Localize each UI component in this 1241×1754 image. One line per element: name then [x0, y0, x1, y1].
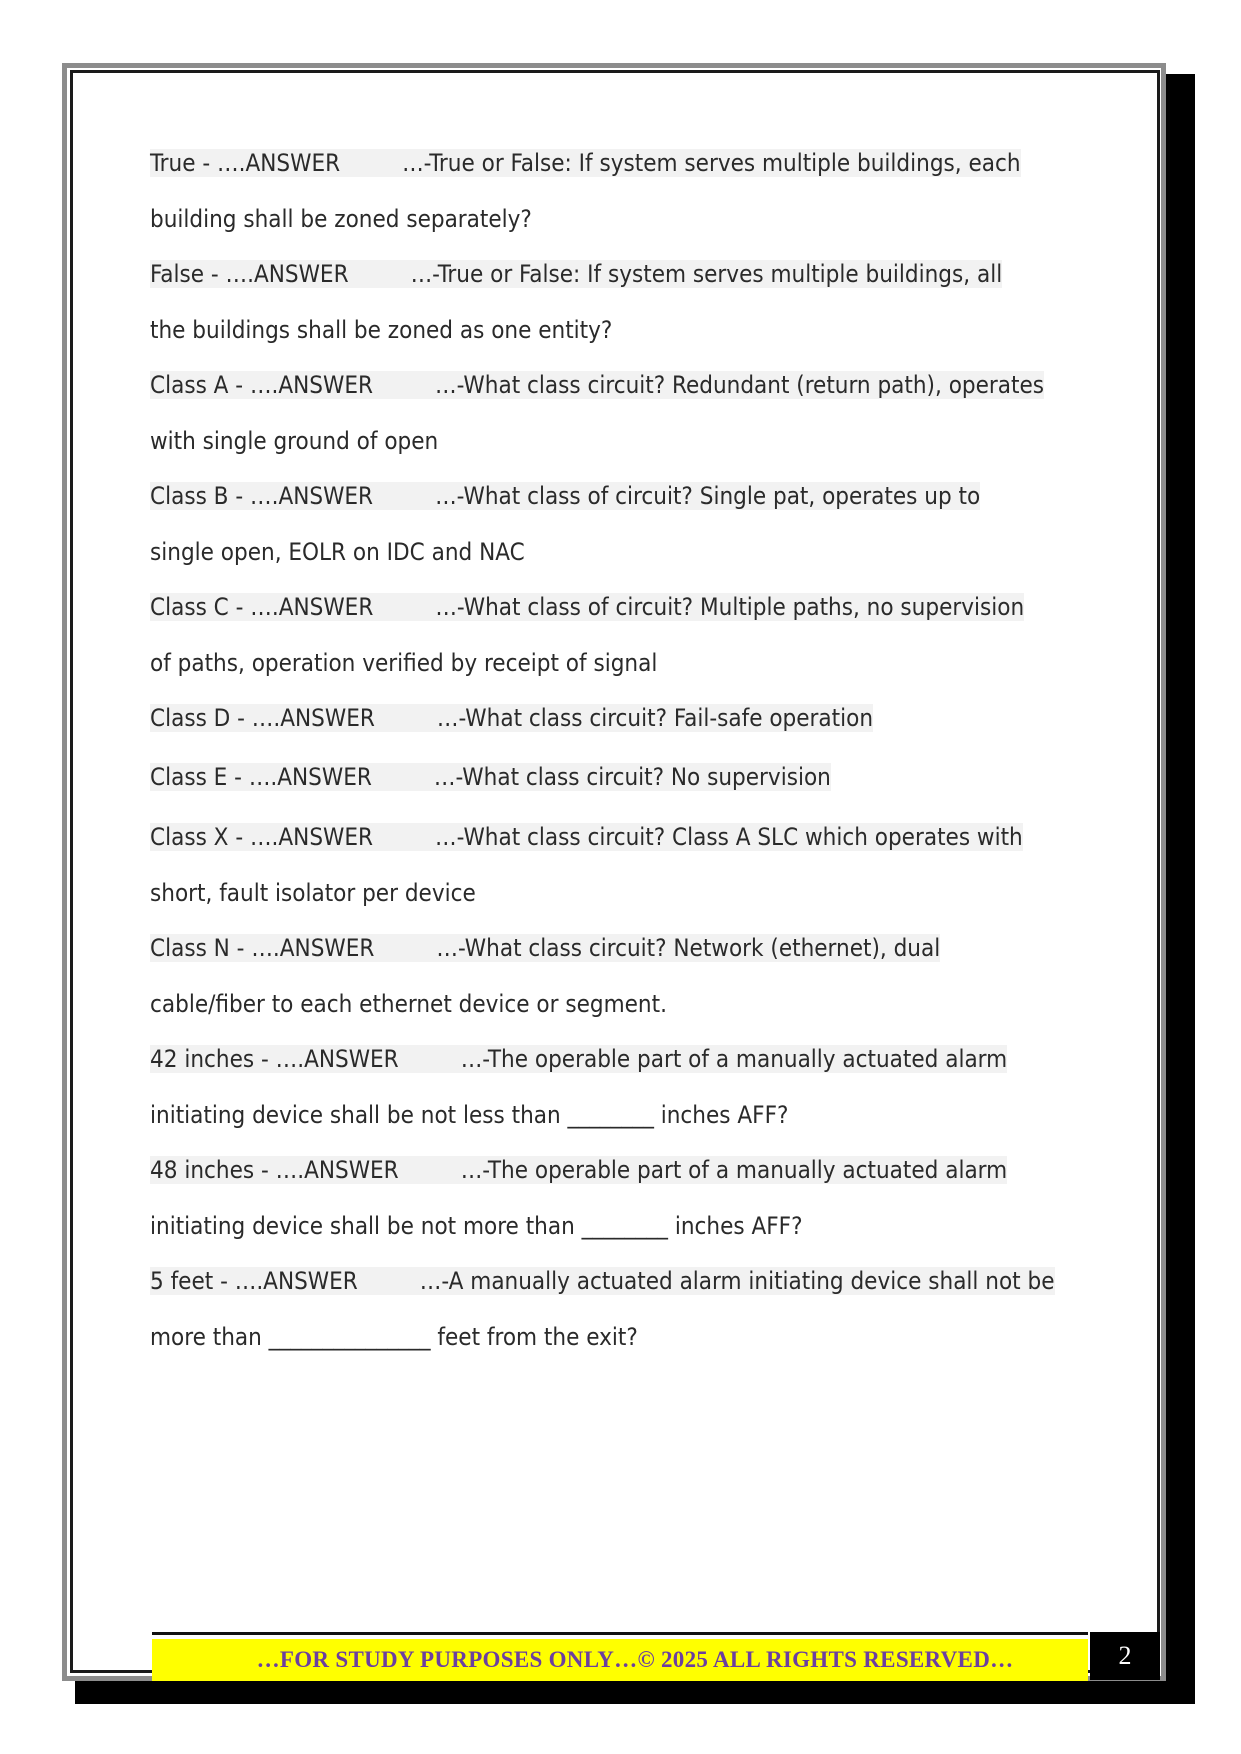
- page-number: 2: [1118, 1641, 1132, 1670]
- qa-line: [150, 646, 657, 680]
- qa-line: [150, 1320, 638, 1354]
- question-text: …-A manually actuated alarm initiating device shall not be: [419, 1267, 1055, 1295]
- qa-line: [150, 1209, 803, 1243]
- qa-line: [150, 1042, 1007, 1076]
- question-text: …-The operable part of a manually actuated alarm: [460, 1045, 1008, 1073]
- qa-line: [150, 701, 873, 735]
- question-text: …-True or False: If system serves multiple buildings, each: [402, 149, 1021, 177]
- qa-line: [150, 313, 612, 347]
- question-text: building shall be zoned separately?: [150, 205, 532, 233]
- question-text: initiating device shall be not less than ________ inches AFF?: [150, 1101, 789, 1129]
- footer-rule: [152, 1632, 1088, 1635]
- answer-label: True - ….ANSWER: [150, 149, 341, 177]
- qa-line: [150, 1264, 1055, 1298]
- question-text: the buildings shall be zoned as one entity?: [150, 316, 613, 344]
- qa-line: [150, 368, 1044, 402]
- qa-line: [150, 424, 438, 458]
- answer-label: Class A - ….ANSWER: [150, 371, 374, 399]
- qa-line: [150, 876, 476, 910]
- question-text: with single ground of open: [150, 427, 439, 455]
- question-text: …-What class of circuit? Multiple paths, no supervision: [435, 593, 1025, 621]
- qa-line: [150, 820, 1023, 854]
- question-text: …-The operable part of a manually actuated alarm: [460, 1156, 1008, 1184]
- answer-label: Class B - ….ANSWER: [150, 482, 374, 510]
- qa-line: [150, 257, 1002, 291]
- question-text: …-What class of circuit? Single pat, operates up to: [435, 482, 981, 510]
- question-text: …-What class circuit? Redundant (return path), operates: [435, 371, 1045, 399]
- answer-label: Class E - ….ANSWER: [150, 763, 372, 791]
- footer-text: …FOR STUDY PURPOSES ONLY…© 2025 ALL RIGHTS RESERVED…: [256, 1647, 1014, 1672]
- qa-line: [150, 760, 831, 794]
- qa-line: [150, 535, 525, 569]
- question-text: of paths, operation verified by receipt of signal: [150, 649, 658, 677]
- qa-line: [150, 590, 1024, 624]
- question-text: …-True or False: If system serves multiple buildings, all: [410, 260, 1003, 288]
- footer-banner: [152, 1639, 1088, 1681]
- qa-line: [150, 479, 980, 513]
- qa-line: [150, 202, 532, 236]
- qa-line: [150, 1153, 1007, 1187]
- question-text: …-What class circuit? Network (ethernet), dual: [436, 934, 941, 962]
- qa-line: [150, 146, 1021, 180]
- question-text: …-What class circuit? No supervision: [433, 763, 831, 791]
- answer-label: 5 feet - ….ANSWER: [150, 1267, 358, 1295]
- question-text: short, fault isolator per device: [150, 879, 476, 907]
- page-frame-inner: [70, 70, 1160, 1673]
- answer-label: Class D - ….ANSWER: [150, 704, 375, 732]
- qa-line: [150, 987, 667, 1021]
- question-text: …-What class circuit? Fail-safe operation: [436, 704, 874, 732]
- answer-label: Class X - ….ANSWER: [150, 823, 374, 851]
- qa-line: [150, 1098, 788, 1132]
- question-text: more than _______________ feet from the exit?: [150, 1323, 638, 1351]
- page-number-box: [1090, 1632, 1160, 1680]
- answer-label: Class C - ….ANSWER: [150, 593, 374, 621]
- question-text: initiating device shall be not more than ________ inches AFF?: [150, 1212, 803, 1240]
- answer-label: False - ….ANSWER: [150, 260, 349, 288]
- answer-label: 48 inches - ….ANSWER: [150, 1156, 399, 1184]
- question-text: …-What class circuit? Class A SLC which operates with: [435, 823, 1023, 851]
- answer-label: Class N - ….ANSWER: [150, 934, 375, 962]
- question-text: single open, EOLR on IDC and NAC: [150, 538, 525, 566]
- question-text: cable/fiber to each ethernet device or segment.: [150, 990, 667, 1018]
- qa-line: [150, 931, 940, 965]
- answer-label: 42 inches - ….ANSWER: [150, 1045, 399, 1073]
